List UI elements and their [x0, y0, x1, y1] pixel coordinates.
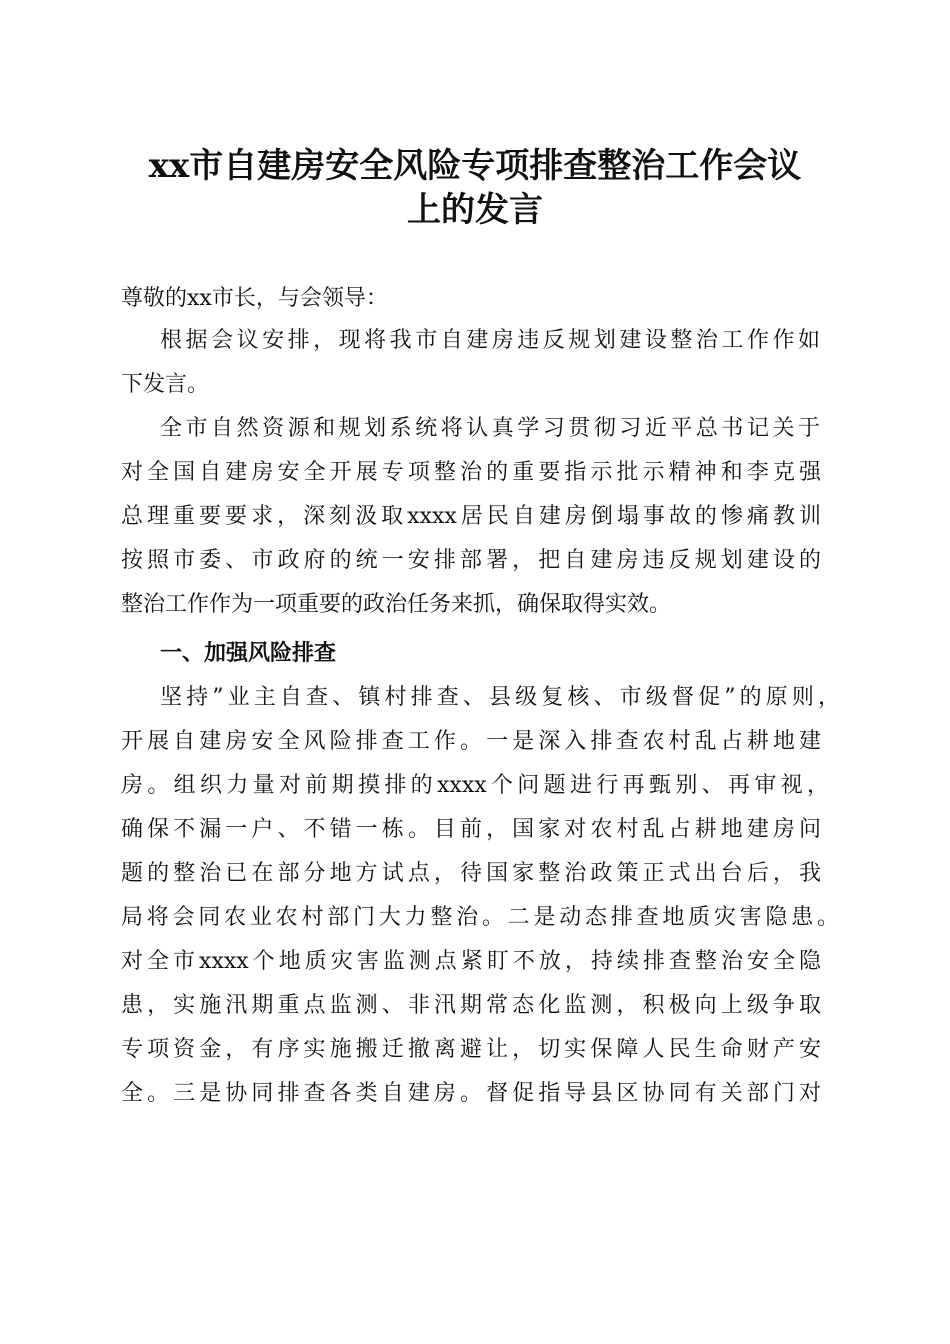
paragraph-2-line: 按照市委、市政府的统一安排部署，把自建房违反规划建设的 [121, 548, 821, 573]
section-1-line: 全。三是协同排查各类自建房。督促指导县区协同有关部门对 [121, 1081, 821, 1106]
section-heading: 一、加强风险排查 [160, 641, 337, 666]
section-1-line: 患，实施汛期重点监测、非汛期常态化监测，积极向上级争取 [121, 993, 821, 1018]
salutation: 尊敬的xx市长，与会领导： [121, 286, 388, 311]
section-1-line: 题的整治已在部分地方试点，待国家整治政策正式出台后，我 [121, 861, 821, 886]
paragraph-2-line: 总理重要要求，深刻汲取xxxx居民自建房倒塌事故的惨痛教训 [121, 504, 821, 529]
paragraph-2-line: 对全国自建房安全开展专项整治的重要指示批示精神和李克强 [121, 460, 821, 485]
document-title-line-1: xx市自建房安全风险专项排查整治工作会议 [148, 146, 802, 186]
section-1-line: 坚持”业主自查、镇村排查、县级复核、市级督促”的原则， [160, 685, 840, 710]
section-1-line: 确保不漏一户、不错一栋。目前，国家对农村乱占耕地建房问 [121, 817, 821, 842]
paragraph-2-line: 整治工作作为一项重要的政治任务来抓，确保取得实效。 [121, 592, 672, 617]
section-1-line: 房。组织力量对前期摸排的xxxx个问题进行再甄别、再审视， [121, 773, 829, 798]
document-title-line-2: 上的发言 [407, 190, 543, 230]
section-1-line: 开展自建房安全风险排查工作。一是深入排查农村乱占耕地建 [121, 729, 821, 754]
paragraph-2-line: 全市自然资源和规划系统将认真学习贯彻习近平总书记关于 [160, 416, 820, 441]
paragraph-1-line: 下发言。 [121, 372, 210, 397]
paragraph-1-line: 根据会议安排，现将我市自建房违反规划建设整治工作作如 [160, 328, 820, 353]
section-1-line: 对全市xxxx个地质灾害监测点紧盯不放，持续排查整治安全隐 [121, 949, 821, 974]
section-1-line: 局将会同农业农村部门大力整治。二是动态排查地质灾害隐患。 [121, 905, 839, 930]
section-1-line: 专项资金，有序实施搬迁撤离避让，切实保障人民生命财产安 [121, 1037, 821, 1062]
